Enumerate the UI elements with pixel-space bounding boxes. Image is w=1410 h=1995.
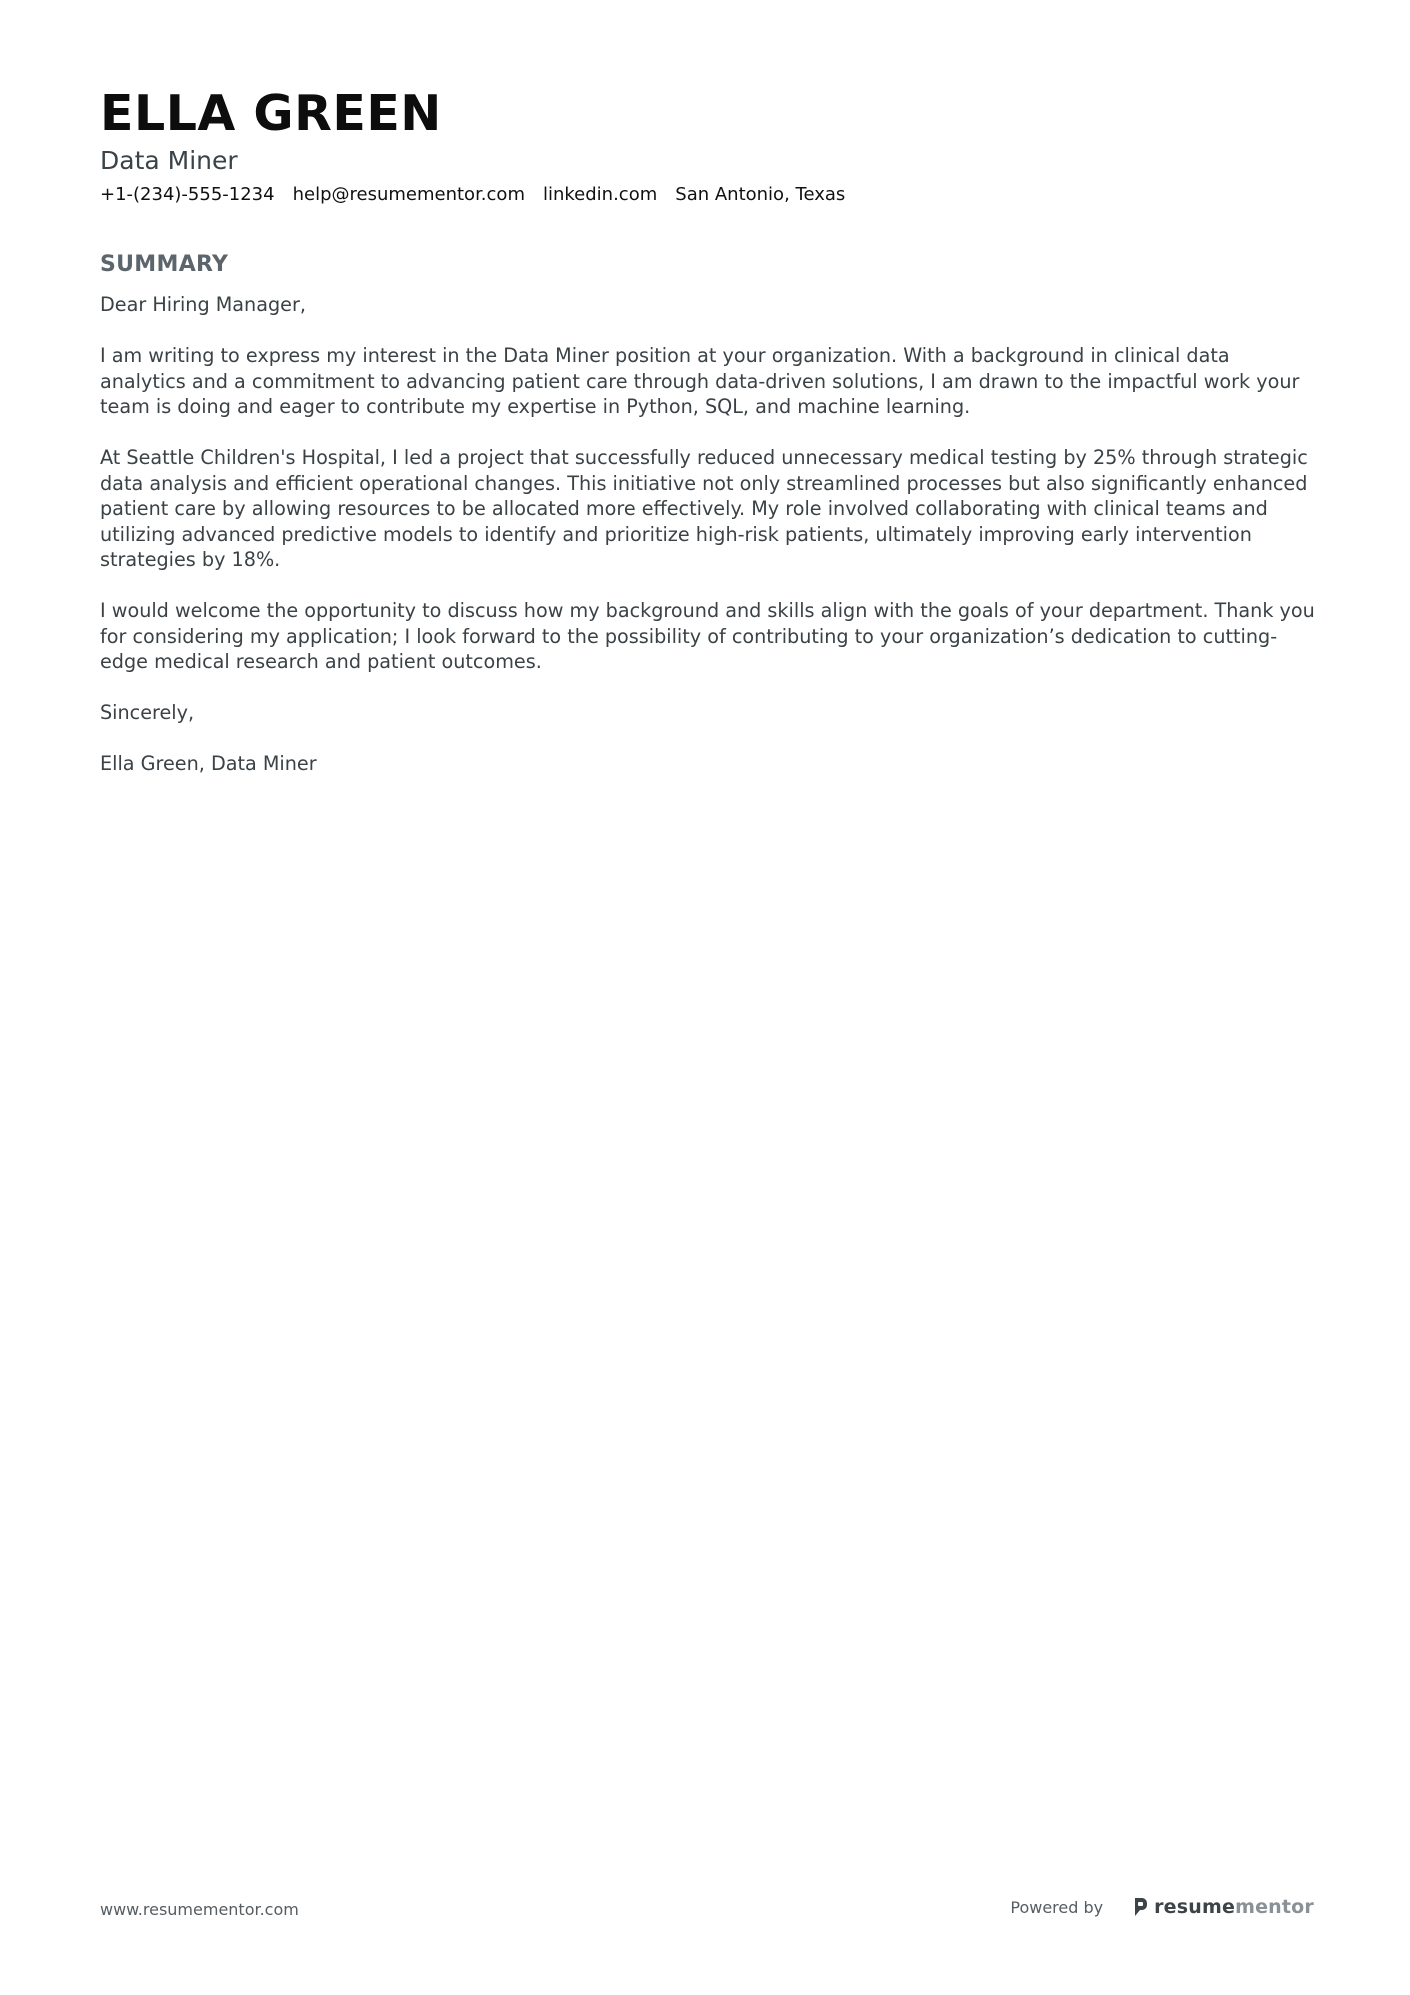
brand-wordmark (1154, 1896, 1314, 1918)
section-title-summary: SUMMARY (100, 252, 229, 277)
contact-phone[interactable]: +1-(234)-555-1234 (100, 184, 275, 205)
candidate-role: Data Miner (100, 146, 238, 175)
letter-paragraph: I am writing to express my interest in the Data Miner position at your organization. With a background in clinical data analytics and a commitment to advancing patient care through data-driven solutions, I am drawn to the impactful work your team is doing and eager to contribute my expertise in Python, SQL, and machine learning. (100, 344, 1300, 418)
letter-paragraph: I would welcome the opportunity to discuss how my background and skills align with the goals of your department. Thank you for considering my application; I look forward to the possibility of contributing to your organization’s dedication to cutting-edge medical research and patient outcomes. (100, 599, 1315, 673)
footer-website-link[interactable]: www.resumementor.com (100, 1900, 299, 1919)
contact-website[interactable]: linkedin.com (542, 184, 658, 205)
letter-paragraph: At Seattle Children's Hospital, I led a project that successfully reduced unnecessary medical testing by 25% through strategic data analysis and efficient operational changes. This initiative not only streamlined processes but also significantly enhanced patient care by allowing resources to be allocated more effectively. My role involved collaborating with clinical teams and utilizing advanced predictive models to identify and prioritize high-risk patients, ultimately improving early intervention strategies by 18%. (100, 446, 1308, 571)
resumementor-logo-icon (1133, 1896, 1149, 1918)
letter-closing: Sincerely, (100, 701, 195, 724)
letter-body (100, 292, 1320, 802)
letter-signature: Ella Green, Data Miner (100, 752, 317, 775)
brand-wordmark-part1: resume (1154, 1896, 1236, 1918)
letter-salutation: Dear Hiring Manager, (100, 293, 306, 316)
candidate-name: ELLA GREEN (100, 85, 442, 142)
powered-by-label: Powered by (1010, 1897, 1104, 1917)
contact-email[interactable]: help@resumementor.com (292, 184, 525, 205)
contact-location: San Antonio, Texas (675, 184, 846, 205)
contact-info (100, 183, 845, 207)
brand-wordmark-part2: mentor (1235, 1896, 1314, 1918)
footer-branding[interactable] (1010, 1896, 1314, 1918)
